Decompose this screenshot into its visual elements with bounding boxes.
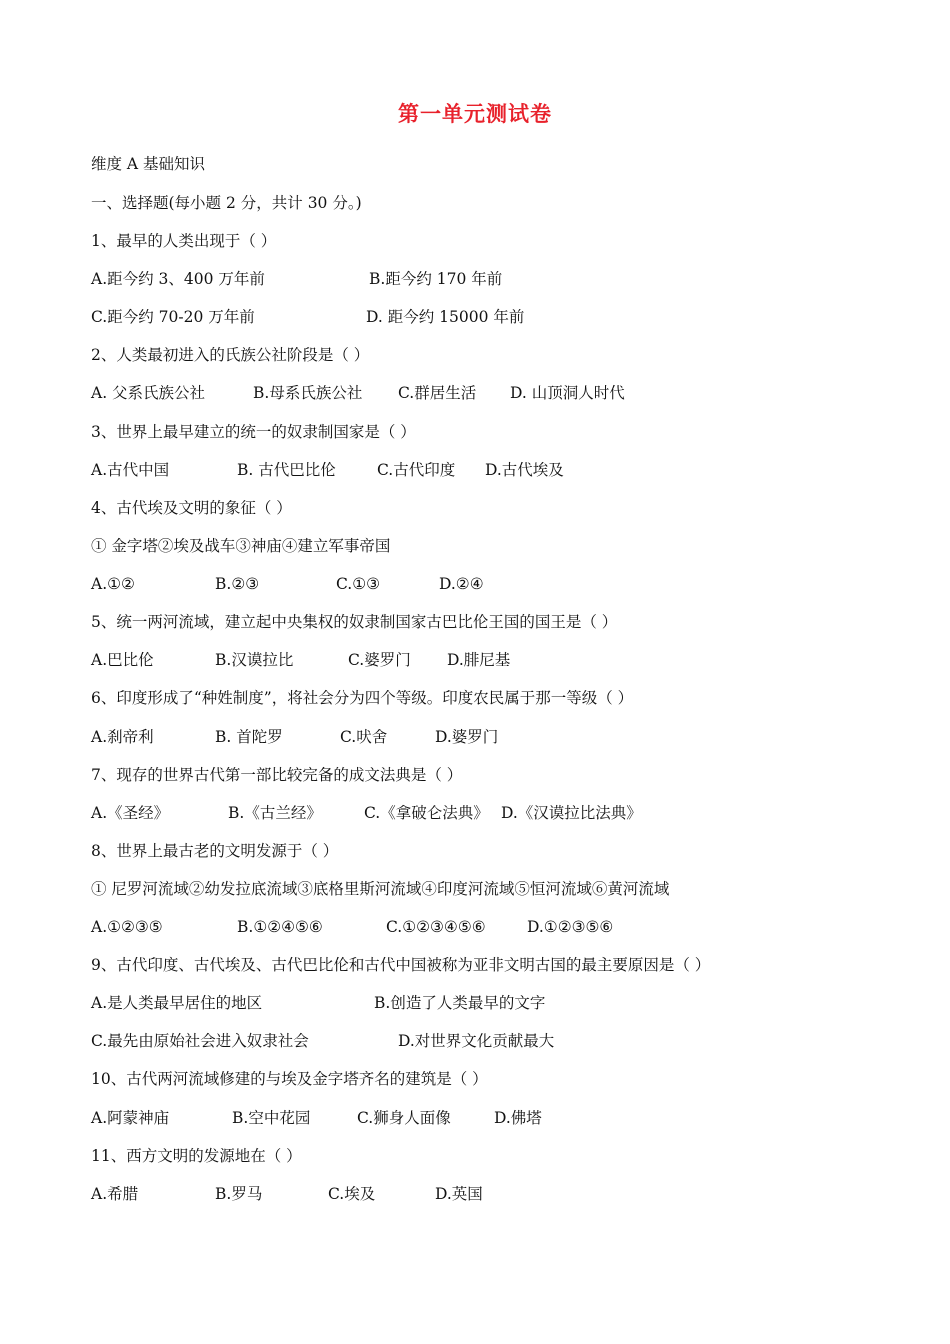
- question-3-stem: 3、世界上最早建立的统一的奴隶制国家是（ ）: [91, 423, 416, 441]
- question-6-stem: 6、印度形成了“种姓制度”，将社会分为四个等级。印度农民属于那一等级（ ）: [91, 689, 634, 707]
- question-10-options: [91, 1108, 891, 1128]
- question-8-option-a: A.①②③⑤: [91, 918, 163, 936]
- section-heading: 维度 A 基础知识: [91, 155, 206, 173]
- question-4-options: [91, 574, 891, 594]
- question-3-option-c: C.古代印度: [377, 461, 456, 479]
- question-2-option-c: C.群居生活: [398, 384, 477, 402]
- question-3-option-a: A.古代中国: [91, 461, 170, 479]
- question-7-option-a: A.《圣经》: [91, 804, 170, 822]
- question-11-option-c: C.埃及: [328, 1185, 376, 1203]
- question-9-options-row-2: [91, 1031, 891, 1051]
- question-4-stem: 4、古代埃及文明的象征（ ）: [91, 499, 292, 517]
- question-1-stem: 1、最早的人类出现于（ ）: [91, 232, 277, 250]
- question-2-option-a: A. 父系氏族公社: [91, 384, 206, 402]
- question-5-option-d: D.腓尼基: [447, 651, 511, 669]
- question-10-option-a: A.阿蒙神庙: [91, 1109, 170, 1127]
- question-11-stem: 11、西方文明的发源地在（ ）: [91, 1147, 302, 1165]
- question-5-options: [91, 650, 891, 670]
- question-10-option-c: C.狮身人面像: [357, 1109, 451, 1127]
- question-9-stem: 9、古代印度、古代埃及、古代巴比伦和古代中国被称为亚非文明古国的最主要原因是（ ）: [91, 956, 711, 974]
- question-11-option-d: D.英国: [435, 1185, 483, 1203]
- question-7-options: [91, 803, 891, 823]
- question-9-options-row-1: [91, 993, 891, 1013]
- question-9-option-a: A.是人类最早居住的地区: [91, 994, 263, 1012]
- question-5-option-a: A.巴比伦: [91, 651, 154, 669]
- question-11-options: [91, 1184, 891, 1204]
- question-7-option-b: B.《古兰经》: [228, 804, 322, 822]
- question-8-option-d: D.①②③⑤⑥: [527, 918, 614, 936]
- question-5-option-c: C.婆罗门: [348, 651, 411, 669]
- question-6-options: [91, 727, 891, 747]
- question-8-stem: 8、世界上最古老的文明发源于（ ）: [91, 842, 339, 860]
- question-6-option-c: C.吠舍: [340, 728, 388, 746]
- question-9-option-c: C.最先由原始社会进入奴隶社会: [91, 1032, 309, 1050]
- question-1-option-a: A.距今约 3、400 万年前: [91, 270, 265, 288]
- question-8-options: [91, 917, 891, 937]
- question-2-option-b: B.母系氏族公社: [253, 384, 363, 402]
- question-2-stem: 2、人类最初进入的氏族公社阶段是（ ）: [91, 346, 370, 364]
- question-11-option-a: A.希腊: [91, 1185, 139, 1203]
- question-10-option-d: D.佛塔: [494, 1109, 542, 1127]
- question-4-option-a: A.①②: [91, 575, 135, 593]
- question-8-items: ① 尼罗河流域②幼发拉底流域③底格里斯河流域④印度河流域⑤恒河流域⑥黄河流域: [91, 880, 670, 898]
- question-9-option-b: B.创造了人类最早的文字: [374, 994, 546, 1012]
- question-1-option-b: B.距今约 170 年前: [369, 270, 503, 288]
- question-1-option-c: C.距今约 70-20 万年前: [91, 308, 255, 326]
- part-heading: 一、选择题(每小题 2 分，共计 30 分。): [91, 194, 362, 212]
- question-10-option-b: B.空中花园: [232, 1109, 311, 1127]
- question-9-option-d: D.对世界文化贡献最大: [398, 1032, 555, 1050]
- question-11-option-b: B.罗马: [215, 1185, 263, 1203]
- question-4-option-d: D.②④: [439, 575, 484, 593]
- question-4-option-c: C.①③: [336, 575, 381, 593]
- question-7-option-d: D.《汉谟拉比法典》: [501, 804, 642, 822]
- question-3-option-d: D.古代埃及: [485, 461, 564, 479]
- question-3-option-b: B. 古代巴比伦: [237, 461, 336, 479]
- page-title: 第一单元测试卷: [398, 101, 552, 126]
- question-3-options: [91, 460, 891, 480]
- question-2-options: [91, 383, 891, 403]
- question-10-stem: 10、古代两河流域修建的与埃及金字塔齐名的建筑是（ ）: [91, 1070, 488, 1088]
- question-2-option-d: D. 山顶洞人时代: [510, 384, 625, 402]
- question-1-options-row-2: [91, 307, 891, 327]
- question-4-items: ① 金字塔②埃及战车③神庙④建立军事帝国: [91, 537, 391, 555]
- question-1-option-d: D. 距今约 15000 年前: [366, 308, 525, 326]
- question-6-option-b: B. 首陀罗: [215, 728, 283, 746]
- question-6-option-d: D.婆罗门: [435, 728, 499, 746]
- question-8-option-c: C.①②③④⑤⑥: [386, 918, 486, 936]
- question-7-option-c: C.《拿破仑法典》: [364, 804, 489, 822]
- question-5-option-b: B.汉谟拉比: [215, 651, 294, 669]
- question-1-options-row-1: [91, 269, 891, 289]
- question-8-option-b: B.①②④⑤⑥: [237, 918, 323, 936]
- question-4-option-b: B.②③: [215, 575, 260, 593]
- question-7-stem: 7、现存的世界古代第一部比较完备的成文法典是（ ）: [91, 766, 463, 784]
- question-5-stem: 5、统一两河流域，建立起中央集权的奴隶制国家古巴比伦王国的国王是（ ）: [91, 613, 618, 631]
- question-6-option-a: A.刹帝利: [91, 728, 154, 746]
